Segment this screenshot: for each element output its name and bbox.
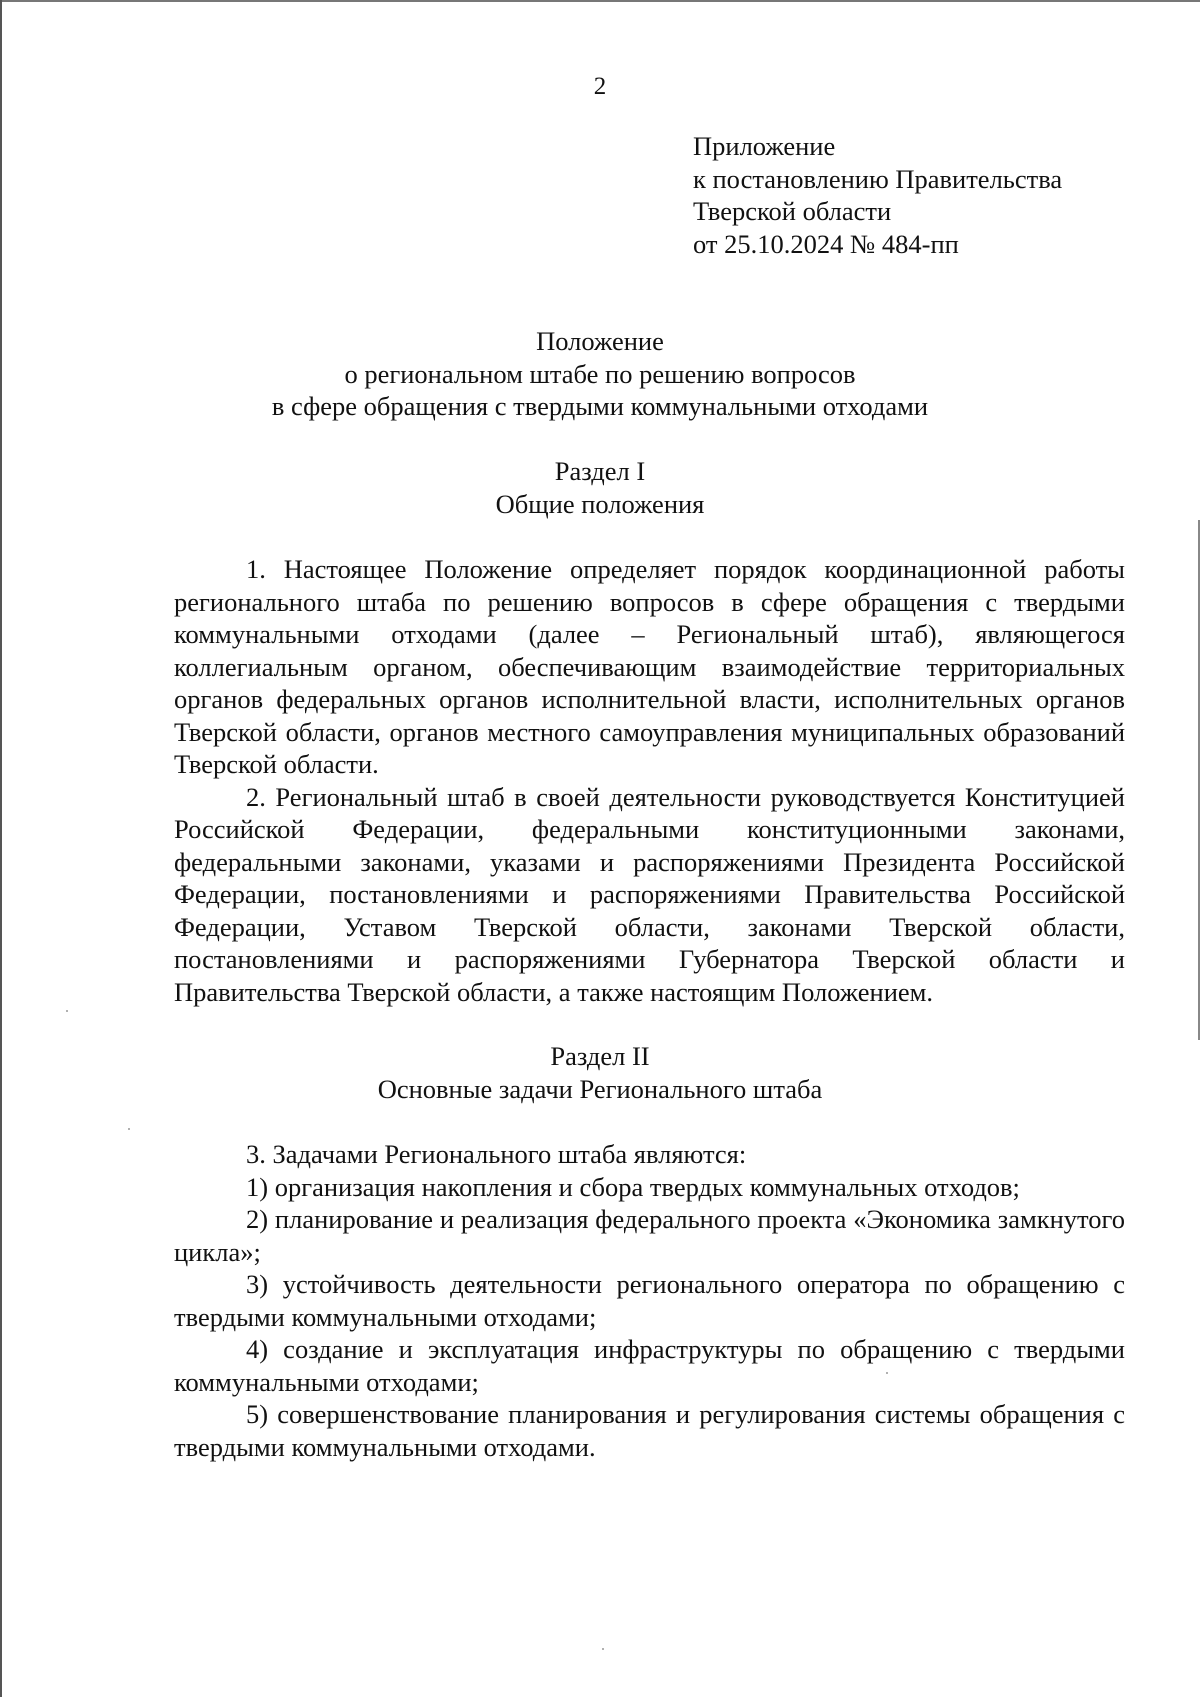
list-item: 2) планирование и реализация федерального проекта «Экономика замкнутого цикла»; xyxy=(174,1204,1125,1267)
section-1-heading xyxy=(0,455,1200,520)
section-2-heading xyxy=(0,1040,1200,1105)
section-name: Общие положения xyxy=(495,488,705,519)
page-number: 2 xyxy=(593,73,607,100)
scan-edge-left xyxy=(0,0,2,1697)
list-item: 3) устойчивость деятельности регионального оператора по обращению с твердыми коммунальными отходами; xyxy=(174,1269,1125,1332)
section-1-body xyxy=(174,553,1125,1008)
scan-edge-top xyxy=(0,0,1200,2)
section-number: Раздел II xyxy=(550,1041,650,1071)
scan-speck xyxy=(886,1372,888,1374)
paragraph: 3. Задачами Регионального штаба являются: xyxy=(246,1139,747,1169)
section-name: Основные задачи Регионального штаба xyxy=(377,1073,823,1104)
scan-speck xyxy=(66,1010,68,1012)
scan-speck xyxy=(602,1648,604,1650)
appendix-line: к постановлению Правительства xyxy=(693,163,1063,194)
section-2-body xyxy=(174,1138,1125,1463)
list-item: 5) совершенствование планирования и регулирования системы обращения с твердыми коммунальными отходами. xyxy=(174,1399,1125,1462)
title-line: Положение xyxy=(536,326,664,356)
list-item: 4) создание и эксплуатация инфраструктуры по обращению с твердыми коммунальными отходами; xyxy=(174,1334,1125,1397)
title-line: о региональном штабе по решению вопросов xyxy=(344,358,856,389)
appendix-line: Приложение xyxy=(693,131,836,161)
paragraph: 1. Настоящее Положение определяет порядок координационной работы регионального штаба по решению вопросов в сфере обращения с твердыми коммунальными отходами (далее – Региональный штаб), являющегося коллегиальным органом, обеспечивающим взаимодействие территориальных органов федеральных органов исполнительной власти, исполнительных органов Тверской области, органов местного самоуправления муниципальных образований Тверской области. xyxy=(174,554,1125,779)
list-item: 1) организация накопления и сбора твердых коммунальных отходов; xyxy=(246,1171,1020,1202)
appendix-block xyxy=(693,130,1062,260)
appendix-date-number: от 25.10.2024 № 484-пп xyxy=(693,228,959,259)
document-title xyxy=(0,325,1200,423)
scan-speck xyxy=(128,1128,130,1130)
title-line: в сфере обращения с твердыми коммунальными отходами xyxy=(271,391,929,421)
paragraph: 2. Региональный штаб в своей деятельности руководствуется Конституцией Российской Федерации, федеральными конституционными законами, федеральными законами, указами и распоряжениями Президента Российской Федерации, постановлениями и распоряжениями Правительства Российской Федерации, Уставом Тверской области, законами Тверской области, постановлениями и распоряжениями Губернатора Тверской области и Правительства Тверской области, а также настоящим Положением. xyxy=(174,781,1125,1007)
appendix-line: Тверской области xyxy=(693,196,892,226)
section-number: Раздел I xyxy=(554,456,646,486)
